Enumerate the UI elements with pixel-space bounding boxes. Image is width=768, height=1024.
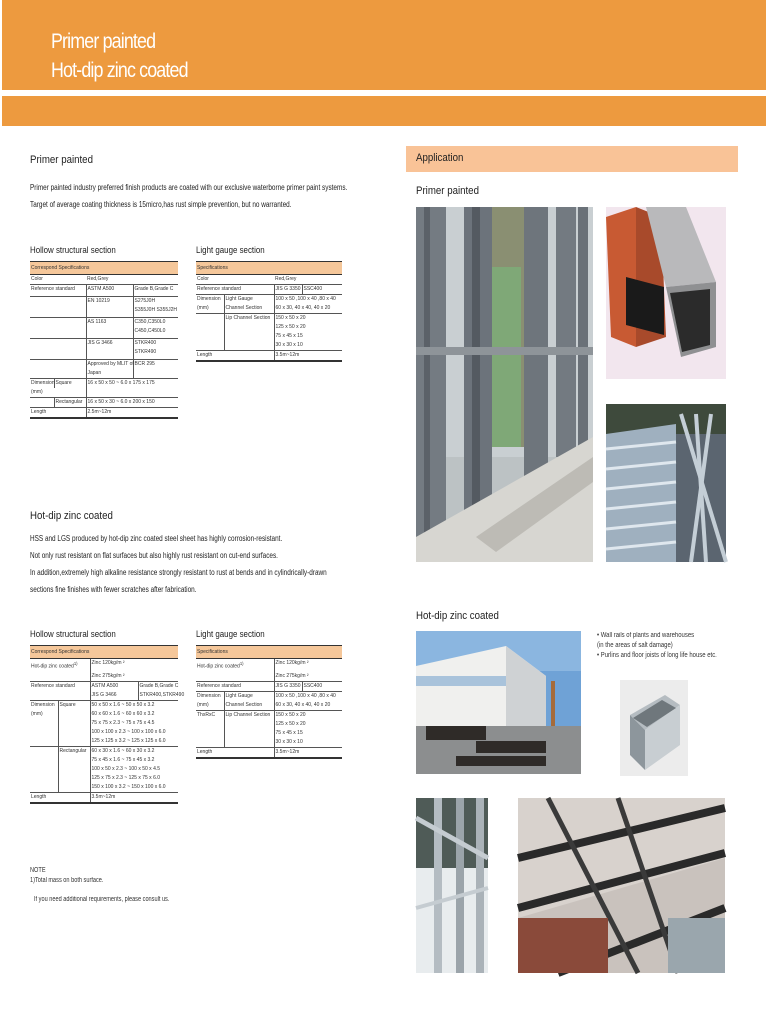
primer-hss-title: Hollow structural section: [30, 245, 116, 255]
cell: JIS G 3350: [274, 681, 302, 691]
photo-galvanized-rack: [606, 404, 726, 562]
cell: Zinc 275kg/m ²: [90, 672, 178, 682]
cell: 60 x 60 x 1.6 ~ 60 x 60 x 3.2: [90, 710, 178, 719]
cell: 60 x 30 x 1.6 ~ 60 x 30 x 3.2: [90, 746, 178, 756]
row-label: Reference standard: [196, 285, 274, 295]
photo-ceiling-joists: [518, 798, 725, 973]
cell: 100 x 50 ,100 x 40 ,80 x 40: [274, 295, 342, 305]
cell: EN 10219: [86, 297, 133, 307]
cell: 100 x 50 ,100 x 40 ,80 x 40: [274, 691, 342, 701]
page-title-line2: Hot-dip zinc coated: [51, 59, 188, 82]
primer-lgs-title: Light gauge section: [196, 245, 265, 255]
row-label: Reference standard: [31, 286, 75, 292]
row-label: Reference standard: [31, 682, 75, 689]
header-band-lower: [2, 96, 766, 126]
cell: 150 x 50 x 20: [274, 710, 342, 720]
cell: Grade B,Grade C: [133, 285, 178, 295]
row-label: Square: [54, 379, 86, 389]
row-label: Dimension: [197, 296, 221, 302]
table-header: Specifications: [196, 646, 342, 659]
row-label: Lip Channel Section: [224, 314, 274, 324]
primer-hss-table: [30, 261, 178, 419]
hotdip-text-4: sections fine finishes with fewer scratches after fabrication.: [30, 585, 197, 594]
row-label: Dimension: [31, 701, 55, 708]
hotdip-text-2: Not only rust resistant on flat surfaces but also highly rust resistant on cut-end surfaces.: [30, 551, 278, 560]
bullet-item: • Purlins and floor joists of long life house etc.: [597, 652, 717, 659]
cell: STKR490: [133, 348, 178, 357]
application-hotdip-heading: Hot-dip zinc coated: [416, 610, 499, 622]
cell: STKR400,STKR490: [138, 691, 178, 701]
cell: SSC400: [302, 285, 342, 295]
cell: JIS G 3466: [86, 339, 133, 349]
row-label: Color: [30, 275, 86, 285]
row-label: ThxRxC: [197, 711, 216, 718]
photo-orange-tube: [606, 207, 726, 379]
hotdip-hss-title: Hollow structural section: [30, 629, 116, 639]
primer-text-2: Target of average coating thickness is 15micro,has rust simple prevention, but no warranted.: [30, 200, 292, 209]
primer-lgs-table: [196, 261, 342, 362]
row-label: Dimension: [197, 692, 221, 699]
application-title: Application: [416, 152, 464, 164]
photo-grey-columns: [416, 207, 593, 562]
bullet-item: (in the areas of salt damage): [597, 642, 673, 649]
coat-label: Hot-dip zinc coated: [31, 663, 74, 670]
cell: C350,C350L0: [133, 318, 178, 328]
photo-warehouse: [416, 631, 581, 774]
row-label: Light Gauge: [224, 691, 274, 701]
cell: 125 x 75 x 2.3 ~ 125 x 75 x 6.0: [90, 774, 178, 783]
page-title-line1: Primer painted: [51, 30, 156, 53]
photo-zinc-tube: [620, 680, 688, 776]
cell: 50 x 50 x 1.6 ~ 50 x 50 x 3.2: [90, 700, 178, 710]
cell: Grade B,Grade C: [139, 682, 179, 689]
hotdip-hss-table: [30, 645, 185, 804]
coat-label: Hot-dip zinc coated: [197, 663, 240, 670]
cell: 16 x 50 x 30 ~ 6.0 x 200 x 150: [86, 398, 178, 408]
row-label: Light Gauge: [224, 295, 274, 305]
cell: C450,C450L0: [133, 327, 178, 336]
hotdip-text-1: HSS and LGS produced by hot-dip zinc coated steel sheet has highly corrosion-resistant.: [30, 534, 283, 543]
row-label: (mm): [30, 388, 54, 398]
row-label: (mm): [196, 304, 224, 314]
application-bullets: [597, 631, 717, 661]
cell: 150 x 100 x 3.2 ~ 150 x 100 x 6.0: [90, 783, 178, 793]
cell: ASTM A500: [86, 285, 133, 295]
cell: 75 x 45 x 1.6 ~ 75 x 45 x 3.2: [90, 756, 178, 765]
cell: 125 x 125 x 3.2 ~ 125 x 125 x 6.0: [90, 737, 178, 747]
cell: AS 1163: [86, 318, 133, 328]
row-label: Rectangular: [54, 398, 86, 408]
cell: 2.5m~12m: [86, 408, 178, 419]
cell: 3.5m~12m: [274, 747, 342, 758]
row-label: Length: [30, 408, 86, 419]
row-label: Reference standard: [196, 681, 274, 691]
footnote-ref: 1): [73, 661, 78, 666]
row-label: Length: [30, 792, 90, 803]
row-label: Color: [196, 275, 274, 285]
cell: Zinc 275kg/m ²: [274, 672, 342, 682]
application-primer-heading: Primer painted: [416, 185, 479, 197]
cell: 16 x 50 x 50 ~ 6.0 x 175 x 175: [86, 379, 178, 389]
row-label: (mm): [196, 701, 224, 711]
row-label: Channel Section: [224, 701, 274, 711]
cell: 125 x 50 x 20: [274, 323, 342, 332]
cell: 30 x 30 x 10: [274, 341, 342, 351]
cell: Japan: [86, 369, 133, 379]
cell: 3.5m~12m: [274, 351, 342, 362]
row-label: [30, 659, 90, 672]
row-label: Lip Channel Section: [224, 710, 274, 720]
note-1: 1)Total mass on both surface.: [30, 877, 104, 884]
table-header: Correspond Specifications: [30, 646, 178, 659]
row-label: Length: [196, 351, 274, 362]
photo-frame-construction: [416, 798, 488, 973]
row-label: (mm): [31, 710, 43, 717]
cell: 3.5m~12m: [90, 792, 178, 803]
cell: Approved by MLIT of: [87, 361, 134, 367]
cell: Zinc 120kg/m ²: [90, 659, 178, 672]
row-label: Square: [58, 700, 90, 710]
cell: STKR400: [133, 339, 178, 349]
primer-text-1: Primer painted industry preferred finish products are coated with our exclusive waterborne primer paint systems.: [30, 183, 348, 192]
cell: 30 x 30 x 10: [274, 738, 342, 748]
row-label: [196, 659, 274, 672]
cell: BCR 295: [133, 360, 178, 370]
note-title: NOTE: [30, 867, 46, 874]
cell: Red,Grey: [86, 275, 178, 285]
hotdip-lgs-title: Light gauge section: [196, 629, 265, 639]
cell: 60 x 30, 40 x 40, 40 x 20: [274, 701, 342, 711]
primer-heading: Primer painted: [30, 154, 93, 166]
cell: 125 x 50 x 20: [274, 720, 342, 729]
cell: SSC400: [302, 681, 342, 691]
row-label: Rectangular: [58, 746, 90, 756]
cell: Red,Grey: [274, 275, 342, 285]
hotdip-heading: Hot-dip zinc coated: [30, 510, 113, 522]
hotdip-lgs-table: [196, 645, 342, 759]
row-label: Length: [196, 747, 274, 758]
row-label: Channel Section: [224, 304, 274, 314]
cell: S355J0H S355J2H: [134, 307, 178, 313]
cell: 75 x 45 x 15: [274, 332, 342, 341]
cell: 150 x 50 x 20: [274, 314, 342, 324]
cell: Zinc 120kg/m ²: [274, 659, 342, 672]
bullet-item: • Wall rails of plants and warehouses: [597, 632, 695, 639]
note-2: If you need additional requirements, please consult us.: [34, 896, 170, 903]
cell: 100 x 50 x 2.3 ~ 100 x 50 x 4.5: [90, 765, 178, 774]
row-label: Dimension: [31, 380, 55, 386]
application-bar: [406, 146, 738, 172]
cell: JIS G 3466: [90, 691, 138, 701]
table-header: Specifications: [196, 262, 342, 275]
cell: S275J0H: [133, 297, 178, 307]
cell: 100 x 100 x 2.3 ~ 100 x 100 x 6.0: [90, 728, 178, 737]
cell: 60 x 30, 40 x 40, 40 x 20: [274, 304, 342, 314]
table-header: Correspond Specifications: [30, 262, 178, 275]
cell: ASTM A500: [90, 681, 138, 691]
cell: 75 x 45 x 15: [274, 729, 342, 738]
footnote-ref: 1): [239, 661, 244, 666]
cell: 75 x 75 x 2.3 ~ 75 x 75 x 4.5: [90, 719, 178, 728]
hotdip-text-3: In addition,extremely high alkaline resistance strongly resistant to rust at bends and in cylindrically-drawn: [30, 568, 327, 577]
cell: JIS G 3350: [274, 285, 302, 295]
